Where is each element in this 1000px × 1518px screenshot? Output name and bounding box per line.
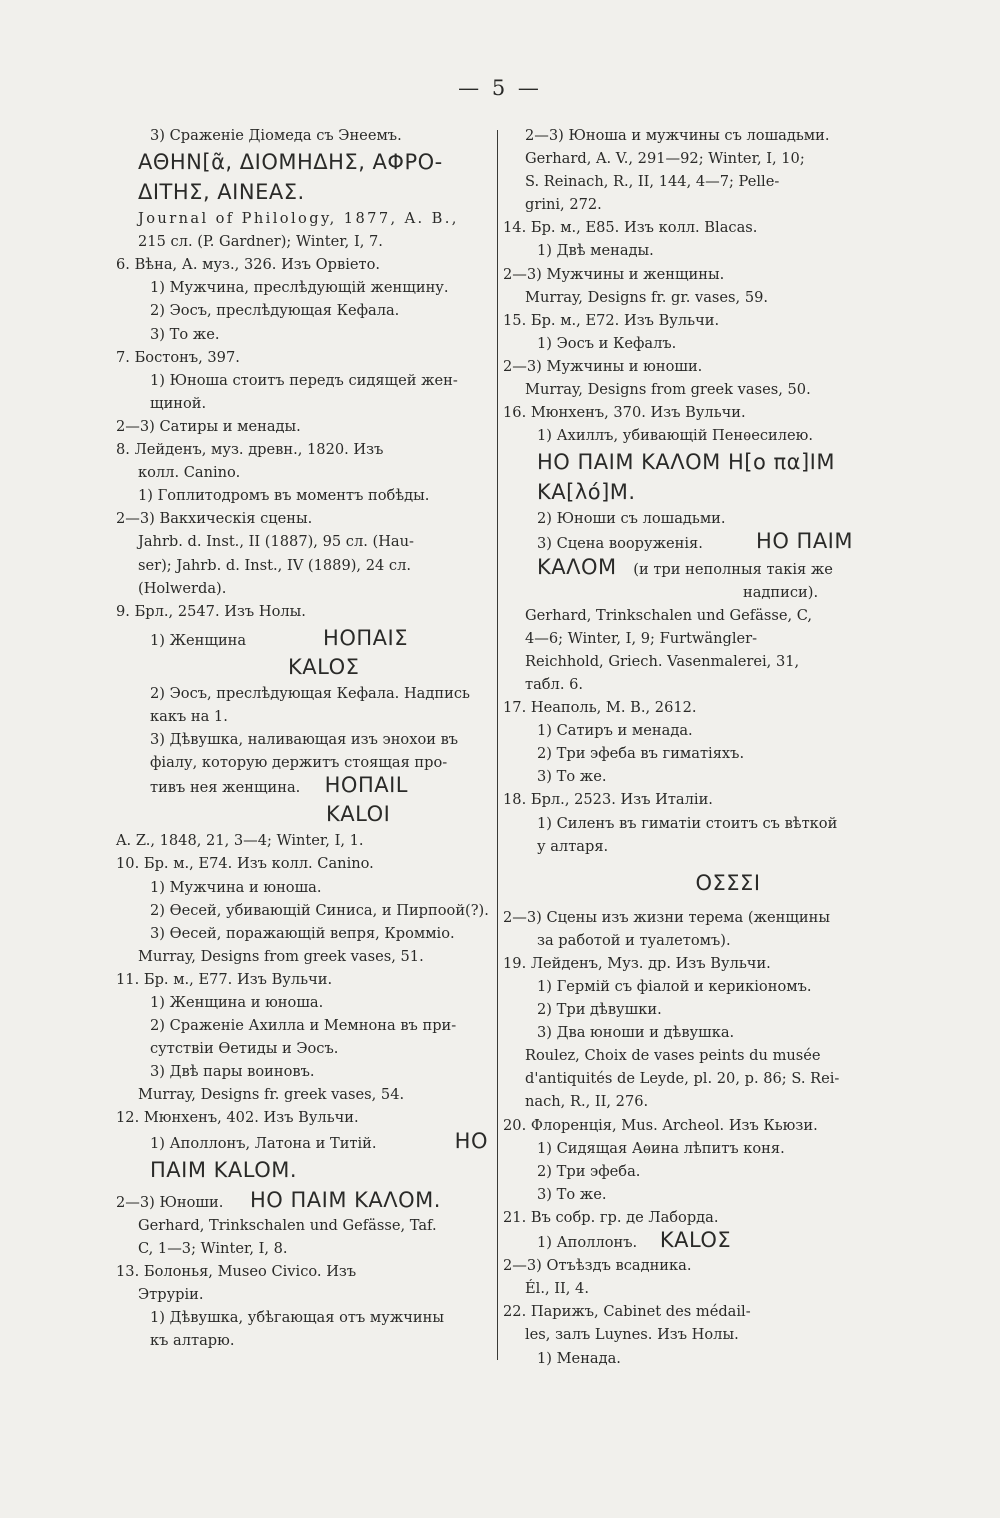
text-line: 3) То же. <box>537 1185 607 1203</box>
text-line: 2) Три эфеба. <box>537 1162 641 1180</box>
text-line: 1) Эосъ и Кефалъ. <box>537 334 677 352</box>
text-line: 20. Флоренція, Mus. Archeol. Изъ Кьюзи. <box>503 1116 818 1134</box>
greek-inscription: ΗΟΠΑΙΣ <box>323 625 408 650</box>
text-line: 19. Лейденъ, Муз. др. Изъ Вульчи. <box>503 954 771 972</box>
greek-inscription: ΚΑ[λό]Μ. <box>537 480 636 505</box>
text-line: 1) Юноша стоитъ передъ сидящей жен- <box>150 371 458 389</box>
text-line: 1) Сатиръ и менада. <box>537 722 693 740</box>
text-line: Reichhold, Griech. Vasenmalerei, 31, <box>525 652 800 670</box>
left-column <box>116 124 488 1352</box>
text-line: за работой и туалетомъ). <box>537 931 731 949</box>
text-line: 2) Юноши съ лошадьми. <box>537 510 726 528</box>
text-line: 2) Три дѣвушки. <box>537 1001 662 1019</box>
text-line: 1) Мужчина, преслѣдующій женщину. <box>150 279 449 297</box>
text-line: 2) Эосъ, преслѣдующая Кефала. Надпись <box>150 684 470 702</box>
text-line: 2—3) Мужчины и юноши. <box>503 357 703 375</box>
text-line: 10. Бр. м., E74. Изъ колл. Canino. <box>116 855 374 873</box>
text-line: Murray, Designs fr. greek vases, 54. <box>138 1086 405 1104</box>
text-line: ser); Jahrb. d. Inst., IV (1889), 24 сл. <box>138 556 411 574</box>
greek-inscription: ΚΑLOΙ <box>326 802 391 827</box>
text-line: 8. Лейденъ, муз. древн., 1820. Изъ <box>116 441 384 459</box>
text-line: 11. Бр. м., E77. Изъ Вульчи. <box>116 970 333 988</box>
text-line: 2—3) Мужчины и женщины. <box>503 265 725 283</box>
text-fragment: 2—3) Юноши. <box>116 1193 224 1211</box>
text-line <box>503 530 883 555</box>
greek-inscription: ΗΟΠΑΙL <box>324 773 408 798</box>
text-line: 1) Сидящая Аѳина лѣпитъ коня. <box>537 1139 785 1157</box>
text-line: 2—3) Сатиры и менады. <box>116 417 301 435</box>
text-line: 1) Мужчина и юноша. <box>150 878 322 896</box>
text-line: 3) То же. <box>150 325 220 343</box>
text-line <box>116 1189 488 1214</box>
text-line <box>116 774 488 799</box>
text-line: Murray, Designs fr. gr. vases, 59. <box>525 288 769 306</box>
text-line: 2—3) Вакхическія сцены. <box>116 510 313 528</box>
greek-inscription: ΗΟ ΠΑΙΜ ΚΑΛΟΜ. <box>250 1187 441 1212</box>
text-line: щиной. <box>150 394 207 412</box>
text-line: 9. Брл., 2547. Изъ Нолы. <box>116 602 306 620</box>
greek-inscription: ΚΑΛΟΜ <box>537 554 617 579</box>
text-line: 2—3) Отъѣздъ всадника. <box>503 1257 692 1275</box>
text-line: 7. Бостонъ, 397. <box>116 348 240 366</box>
greek-inscription: ΗΟ ΠΑΙΜ ΚΑΛΟΜ Η[ο πα]ΙΜ <box>537 450 835 475</box>
text-line <box>116 1130 488 1155</box>
text-line: 1) Женщина и юноша. <box>150 994 324 1011</box>
text-line: Él., II, 4. <box>525 1280 589 1298</box>
text-line: Journal of Philology, 1877, A. B., <box>138 210 459 228</box>
text-line: 21. Въ собр. гр. де Лаборда. <box>503 1208 719 1226</box>
text-line: d'antiquités de Leyde, pl. 20, p. 86; S. Rei- <box>525 1070 840 1088</box>
text-line: 6. Вѣна, А. муз., 326. Изъ Орвіето. <box>116 256 381 274</box>
text-fragment: 3) Сцена вооруженія. <box>537 535 703 553</box>
right-column <box>503 124 883 1370</box>
text-line: 1) Гермій съ фіалой и керикіономъ. <box>537 978 812 995</box>
text-fragment: 1) Аполлонъ, Латона и Титій. <box>150 1134 377 1152</box>
text-line: 2) Ѳесей, убивающій Синиса, и Пирпоой(?). <box>150 901 489 919</box>
text-line: 16. Мюнхенъ, 370. Изъ Вульчи. <box>503 404 746 422</box>
text-line: 1) Гоплитодромъ въ моментъ побѣды. <box>138 487 430 505</box>
text-line: 14. Бр. м., E85. Изъ колл. Blacas. <box>503 219 758 237</box>
text-line: 3) Два юноши и дѣвушка. <box>537 1024 735 1042</box>
text-line: (Holwerda). <box>138 579 227 597</box>
greek-inscription: ΗΟ ΠΑΙΜ <box>756 529 853 554</box>
text-line: колл. Canino. <box>138 464 241 482</box>
text-line: A. Z., 1848, 21, 3—4; Winter, I, 1. <box>116 832 364 850</box>
text-line: къ алтарю. <box>150 1332 235 1350</box>
text-line: 3) Сраженіе Діомеда съ Энеемъ. <box>150 127 402 144</box>
text-line: les, залъ Luynes. Изъ Нолы. <box>525 1326 739 1344</box>
greek-inscription: OΣΣΣΙ <box>695 870 761 895</box>
text-line: nach, R., II, 276. <box>525 1093 649 1111</box>
text-line: C, 1—3; Winter, I, 8. <box>138 1239 288 1257</box>
text-line: Murray, Designs from greek vases, 50. <box>525 381 811 399</box>
text-line <box>503 1229 883 1254</box>
text-line: 12. Мюнхенъ, 402. Изъ Вульчи. <box>116 1109 359 1127</box>
text-line: Jahrb. d. Inst., II (1887), 95 сл. (Hau- <box>138 533 414 551</box>
text-fragment: (и три неполныя такія же <box>633 560 833 578</box>
text-fragment: 1) Женщина <box>150 631 247 649</box>
text-line: фіалу, которую держитъ стоящая про- <box>150 754 448 772</box>
greek-inscription: ΗΟ <box>454 1128 488 1153</box>
text-fragment: тивъ нея женщина. <box>150 779 301 797</box>
text-line: Этруріи. <box>138 1286 204 1304</box>
text-line: Gerhard, Trinkschalen und Gefässe, C, <box>525 606 813 624</box>
text-line: 1) Силенъ въ гиматіи стоитъ съ вѣткой <box>537 814 838 832</box>
text-line: 2) Сраженіе Ахилла и Мемнона въ при- <box>150 1017 457 1035</box>
text-line: 3) Ѳесей, поражающій вепря, Кромміо. <box>150 924 455 942</box>
text-line: grini, 272. <box>525 196 602 214</box>
text-line: 3) Двѣ пары воиновъ. <box>150 1063 315 1081</box>
greek-inscription: ΑΘΗΝ[ᾶ, ΔΙΟΜΗΔΗΣ, ΑΦΡΟ- <box>138 150 443 175</box>
text-line: 15. Бр. м., E72. Изъ Вульчи. <box>503 311 720 329</box>
text-line: 3) То же. <box>537 768 607 786</box>
text-line: 22. Парижъ, Cabinet des médail- <box>503 1303 751 1321</box>
text-line: 1) Дѣвушка, убѣгающая отъ мужчины <box>150 1309 444 1327</box>
text-line: 2) Эосъ, преслѣдующая Кефала. <box>150 302 400 320</box>
greek-inscription: ΚΑLOΣ <box>659 1228 732 1253</box>
greek-inscription: ΠΑΙΜ ΚΑLOΜ. <box>150 1157 298 1182</box>
column-divider <box>497 130 498 1360</box>
greek-inscription: ΚΑLOΣ <box>288 654 360 679</box>
text-line: Roulez, Choix de vases peints du musée <box>525 1047 821 1065</box>
greek-inscription: ΔΙΤΗΣ, ΑΙΝΕΑΣ. <box>138 180 305 205</box>
text-line: Gerhard, A. V., 291—92; Winter, I, 10; <box>525 150 805 168</box>
text-line <box>503 556 883 581</box>
text-line: 215 сл. (P. Gardner); Winter, I, 7. <box>138 233 383 251</box>
text-line: 2) Три эфеба въ гиматіяхъ. <box>537 745 745 763</box>
text-fragment: 1) Аполлонъ. <box>537 1234 638 1252</box>
page-number: — 5 — <box>458 76 542 100</box>
text-line: Murray, Designs from greek vases, 51. <box>138 947 424 965</box>
text-line: надписи). <box>743 583 819 601</box>
text-line: 18. Брл., 2523. Изъ Италіи. <box>503 791 713 809</box>
text-line: табл. 6. <box>525 675 584 693</box>
text-line: 13. Болонья, Museo Civico. Изъ <box>116 1262 357 1280</box>
text-line: Gerhard, Trinkschalen und Gefässe, Taf. <box>138 1216 437 1234</box>
text-line: у алтаря. <box>537 837 609 855</box>
text-line: 2—3) Юноша и мужчины съ лошадьми. <box>525 127 830 144</box>
text-line: 1) Ахиллъ, убивающій Пенѳесилею. <box>537 427 813 445</box>
text-line: какъ на 1. <box>150 707 228 725</box>
text-line: 17. Неаполь, M. B., 2612. <box>503 699 697 717</box>
text-line: 4—6; Winter, I, 9; Furtwängler- <box>525 629 758 647</box>
text-line <box>116 627 488 652</box>
text-line: сутствіи Ѳетиды и Эосъ. <box>150 1040 339 1058</box>
text-line: 1) Менада. <box>537 1349 621 1367</box>
text-line: 1) Двѣ менады. <box>537 242 654 260</box>
text-line: 3) Дѣвушка, наливающая изъ энохои въ <box>150 731 459 749</box>
text-line: S. Reinach, R., II, 144, 4—7; Pelle- <box>525 173 780 191</box>
text-line: 2—3) Сцены изъ жизни терема (женщины <box>503 908 830 926</box>
